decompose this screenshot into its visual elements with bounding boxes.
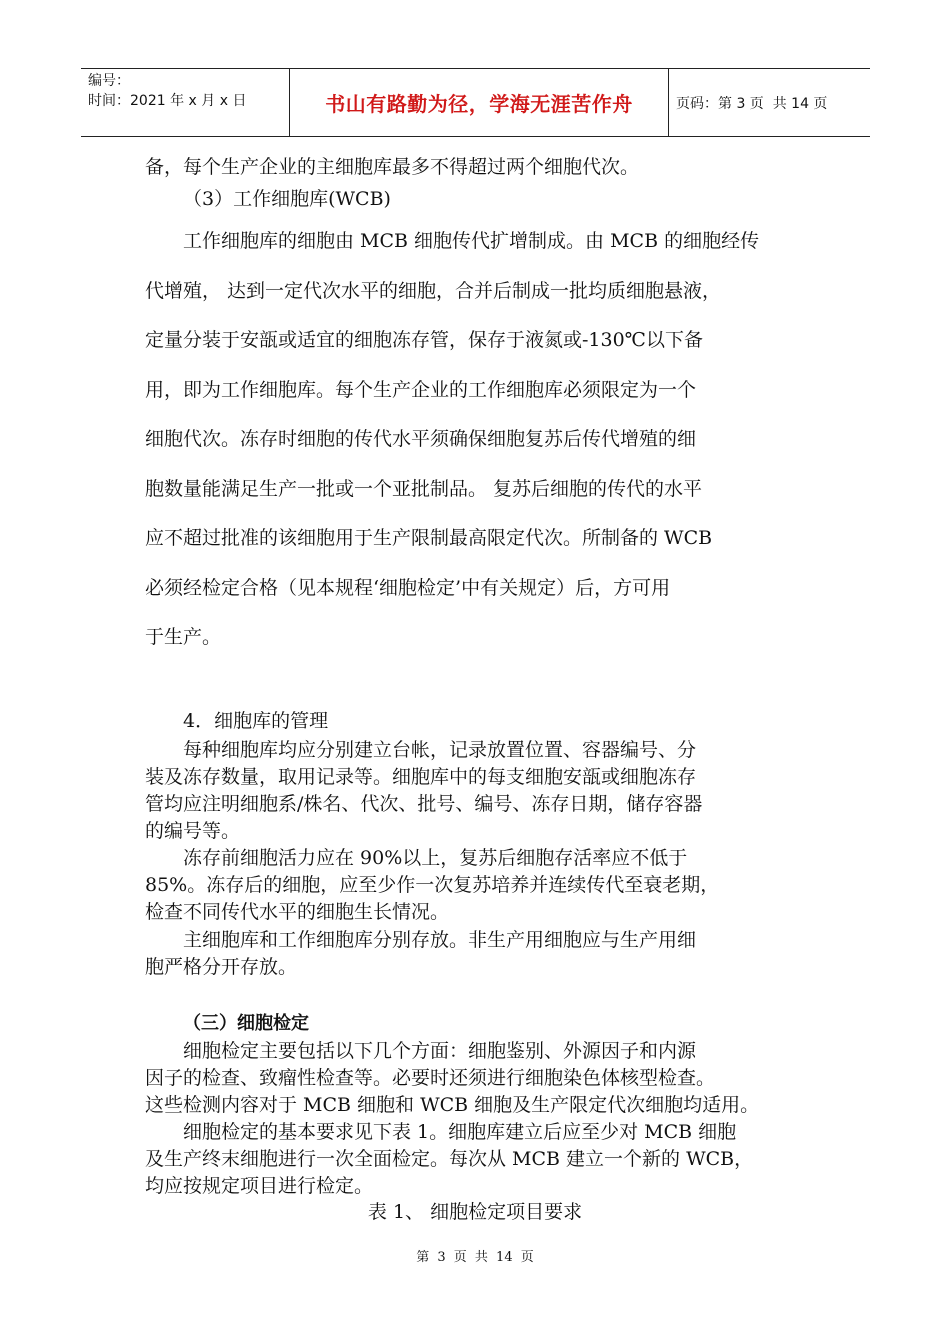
paragraph-line: 用，即为工作细胞库。每个生产企业的工作细胞库必须限定为一个: [145, 378, 697, 401]
paragraph-line: 应不超过批准的该细胞用于生产限制最高限定代次。所制备的 WCB: [145, 527, 713, 549]
paragraph-line: 这些检测内容对于 MCB 细胞和 WCB 细胞及生产限定代次细胞均适用。: [145, 1094, 760, 1116]
page-info-text: 页码：第 3 页 共 14 页: [676, 95, 828, 112]
mgmt-heading: 4．细胞库的管理: [183, 710, 329, 732]
test-paragraph-2: [145, 1119, 753, 1200]
paragraph-line: 主细胞库和工作细胞库分别存放。非生产用细胞应与生产用细: [183, 929, 697, 951]
date-label: 时间：2021 年 x 月 x 日: [88, 93, 247, 109]
paragraph-line: 装及冻存数量，取用记录等。细胞库中的每支细胞安瓿或细胞冻存: [145, 766, 697, 788]
mgmt-paragraph-1: [145, 737, 702, 845]
header-meta: [81, 69, 290, 136]
paragraph-line: 均应按规定项目进行检定。: [145, 1175, 374, 1197]
code-label: 编号：: [88, 73, 130, 89]
paragraph-line: 因子的检查、致瘤性检查等。必要时还须进行细胞染色体核型检查。: [145, 1067, 716, 1089]
wcb-paragraph: [145, 217, 759, 663]
header-page-info: [669, 69, 870, 136]
header-motto: 书山有路勤为径，学海无涯苦作舟: [290, 69, 669, 136]
paragraph-line: 定量分装于安瓿或适宜的细胞冻存管，保存于液氮或-130℃以下备: [145, 329, 703, 351]
paragraph-line: 冻存前细胞活力应在 90%以上，复苏后细胞存活率应不低于: [183, 847, 688, 869]
paragraph-line: 必须经检定合格（见本规程‘细胞检定’中有关规定）后，方可用: [145, 576, 671, 599]
mgmt-paragraph-2: [145, 845, 719, 926]
paragraph-line: 细胞检定主要包括以下几个方面：细胞鉴别、外源因子和内源: [183, 1040, 697, 1062]
continued-line: 备，每个生产企业的主细胞库最多不得超过两个细胞代次。: [145, 156, 640, 178]
test-paragraph-1: [145, 1038, 759, 1119]
paragraph-line: 代增殖， 达到一定代次水平的细胞，合并后制成一批均质细胞悬液，: [145, 279, 722, 302]
paragraph-line: 管均应注明细胞系/株名、代次、批号、编号、冻存日期，储存容器: [145, 793, 703, 815]
page-header: [81, 68, 870, 137]
paragraph-line: 及生产终末细胞进行一次全面检定。每次从 MCB 建立一个新的 WCB，: [145, 1148, 754, 1170]
test-heading: （三）细胞检定: [183, 1013, 309, 1034]
paragraph-line: 细胞代次。冻存时细胞的传代水平须确保细胞复苏后传代增殖的细: [145, 428, 697, 450]
paragraph-line: 胞数量能满足生产一批或一个亚批制品。 复苏后细胞的传代的水平: [145, 477, 703, 500]
paragraph-line: 胞严格分开存放。: [145, 956, 298, 978]
paragraph-line: 细胞检定的基本要求见下表 1。细胞库建立后应至少对 MCB 细胞: [183, 1121, 737, 1143]
table-caption: 表 1、 细胞检定项目要求: [367, 1201, 583, 1223]
paragraph-line: 于生产。: [145, 626, 222, 648]
paragraph-line: 每种细胞库均应分别建立台帐，记录放置位置、容器编号、分: [183, 739, 697, 761]
paragraph-line: 的编号等。: [145, 820, 241, 842]
mgmt-paragraph-3: [145, 927, 696, 981]
wcb-heading: （3）工作细胞库(WCB): [183, 188, 391, 210]
paragraph-line: 85%。冻存后的细胞，应至少作一次复苏培养并连续传代至衰老期，: [145, 874, 720, 896]
page-footer: 第 3 页 共 14 页: [416, 1250, 534, 1265]
paragraph-line: 检查不同传代水平的细胞生长情况。: [145, 901, 450, 923]
paragraph-line: 工作细胞库的细胞由 MCB 细胞传代扩增制成。由 MCB 的细胞经传: [183, 230, 760, 252]
